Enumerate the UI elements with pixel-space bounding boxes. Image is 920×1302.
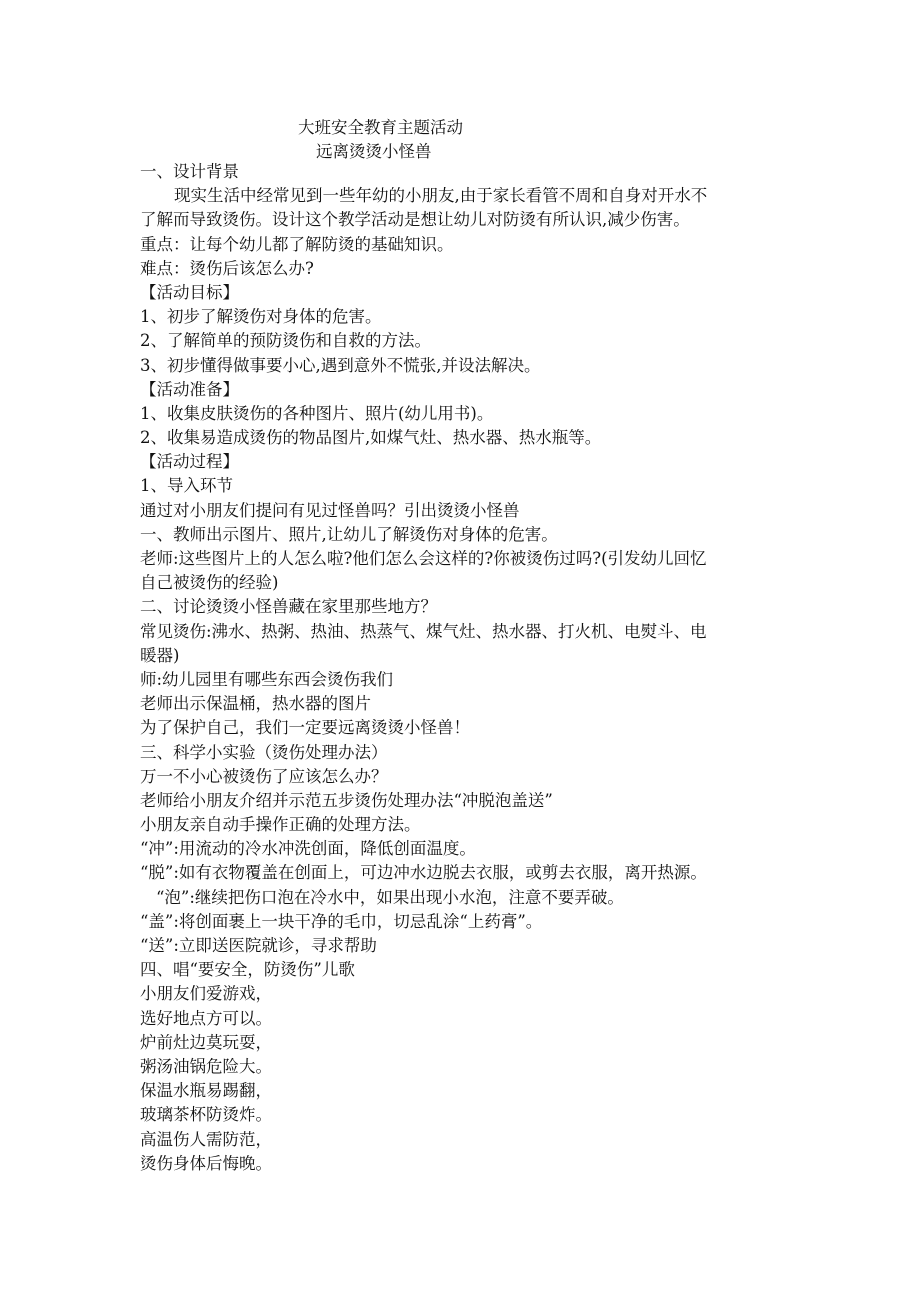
paragraph-line: 难点：烫伤后该怎么办?	[140, 258, 314, 278]
section-heading: 一、教师出示图片、照片,让幼儿了解烫伤对身体的危害。	[140, 524, 558, 544]
paragraph-line: 小朋友亲自动手操作正确的处理方法。	[140, 815, 421, 835]
song-line: 高温伤人需防范，	[140, 1129, 272, 1149]
document-subtitle: 远离烫烫小怪兽	[316, 142, 432, 161]
list-item: 3、初步懂得做事要小心,遇到意外不慌张,并设法解决。	[140, 355, 541, 375]
section-heading: 【活动目标】	[140, 282, 239, 302]
list-item: 1、初步了解烫伤对身体的危害。	[140, 307, 382, 327]
paragraph-line: 重点：让每个幼儿都了解防烫的基础知识。	[140, 234, 454, 254]
step-item: “脱”:如有衣物覆盖在创面上，可边冲水边脱去衣服，或剪去衣服，离开热源。	[140, 863, 707, 883]
list-item: 2、收集易造成烫伤的物品图片,如煤气灶、热水器、热水瓶等。	[140, 428, 602, 448]
paragraph-line: 老师:这些图片上的人怎么啦?他们怎么会这样的?你被烫伤过吗?(引发幼儿回忆	[140, 549, 707, 568]
song-line: 炉前灶边莫玩耍，	[140, 1032, 272, 1052]
section-heading: 【活动过程】	[140, 452, 239, 472]
song-line: 粥汤油锅危险大。	[140, 1056, 272, 1076]
section-heading: 一、设计背景	[140, 162, 239, 181]
list-item: 1、收集皮肤烫伤的各种图片、照片(幼儿用书)。	[140, 403, 494, 423]
list-item: 1、导入环节	[140, 476, 233, 496]
step-item: “冲”:用流动的冷水冲洗创面，降低创面温度。	[140, 839, 476, 859]
paragraph-line: 万一不小心被烫伤了应该怎么办？	[140, 766, 388, 786]
song-line: 烫伤身体后悔晚。	[140, 1153, 272, 1173]
paragraph-line: 常见烫伤:沸水、热粥、热油、热蒸气、煤气灶、热水器、打火机、电熨斗、电	[140, 621, 707, 641]
section-heading: 二、讨论烫烫小怪兽藏在家里那些地方？	[140, 597, 437, 617]
paragraph-line: 通过对小朋友们提问有见过怪兽吗？引出烫烫小怪兽	[140, 500, 520, 520]
song-line: 小朋友们爱游戏，	[140, 984, 272, 1004]
paragraph-line: 师:幼儿园里有哪些东西会烫伤我们	[140, 669, 394, 689]
paragraph-line: 暖器)	[140, 645, 180, 665]
step-item: “泡”:继续把伤口泡在冷水中，如果出现小水泡，注意不要弄破。	[156, 887, 624, 907]
song-line: 选好地点方可以。	[140, 1008, 272, 1028]
document-body	[140, 160, 788, 1176]
song-line: 玻璃茶杯防烫炸。	[140, 1105, 272, 1125]
document-title: 大班安全教育主题活动	[298, 118, 463, 137]
paragraph-line: 老师给小朋友介绍并示范五步烫伤处理办法“冲脱泡盖送”	[140, 790, 553, 810]
step-item: “送”:立即送医院就诊，寻求帮助	[140, 936, 377, 955]
paragraph-line: 了解而导致烫伤。设计这个教学活动是想让幼儿对防烫有所认识,减少伤害。	[140, 210, 690, 230]
paragraph-line: 自己被烫伤的经验)	[140, 573, 279, 593]
paragraph-line: 为了保护自己，我们一定要远离烫烫小怪兽！	[140, 718, 470, 738]
paragraph-line: 老师出示保温桶，热水器的图片	[140, 694, 371, 714]
step-item: “盖”:将创面裹上一块干净的毛巾，切忌乱涂“上药膏”。	[140, 911, 543, 931]
section-heading: 三、科学小实验（烫伤处理办法）	[140, 742, 388, 762]
paragraph-line: 现实生活中经常见到一些年幼的小朋友,由于家长看管不周和自身对开水不	[174, 186, 708, 206]
section-heading: 【活动准备】	[140, 379, 239, 399]
section-heading: 四、唱“要安全，防烫伤”儿歌	[140, 960, 355, 980]
song-line: 保温水瓶易踢翻，	[140, 1081, 272, 1101]
list-item: 2、了解简单的预防烫伤和自救的方法。	[140, 331, 431, 351]
